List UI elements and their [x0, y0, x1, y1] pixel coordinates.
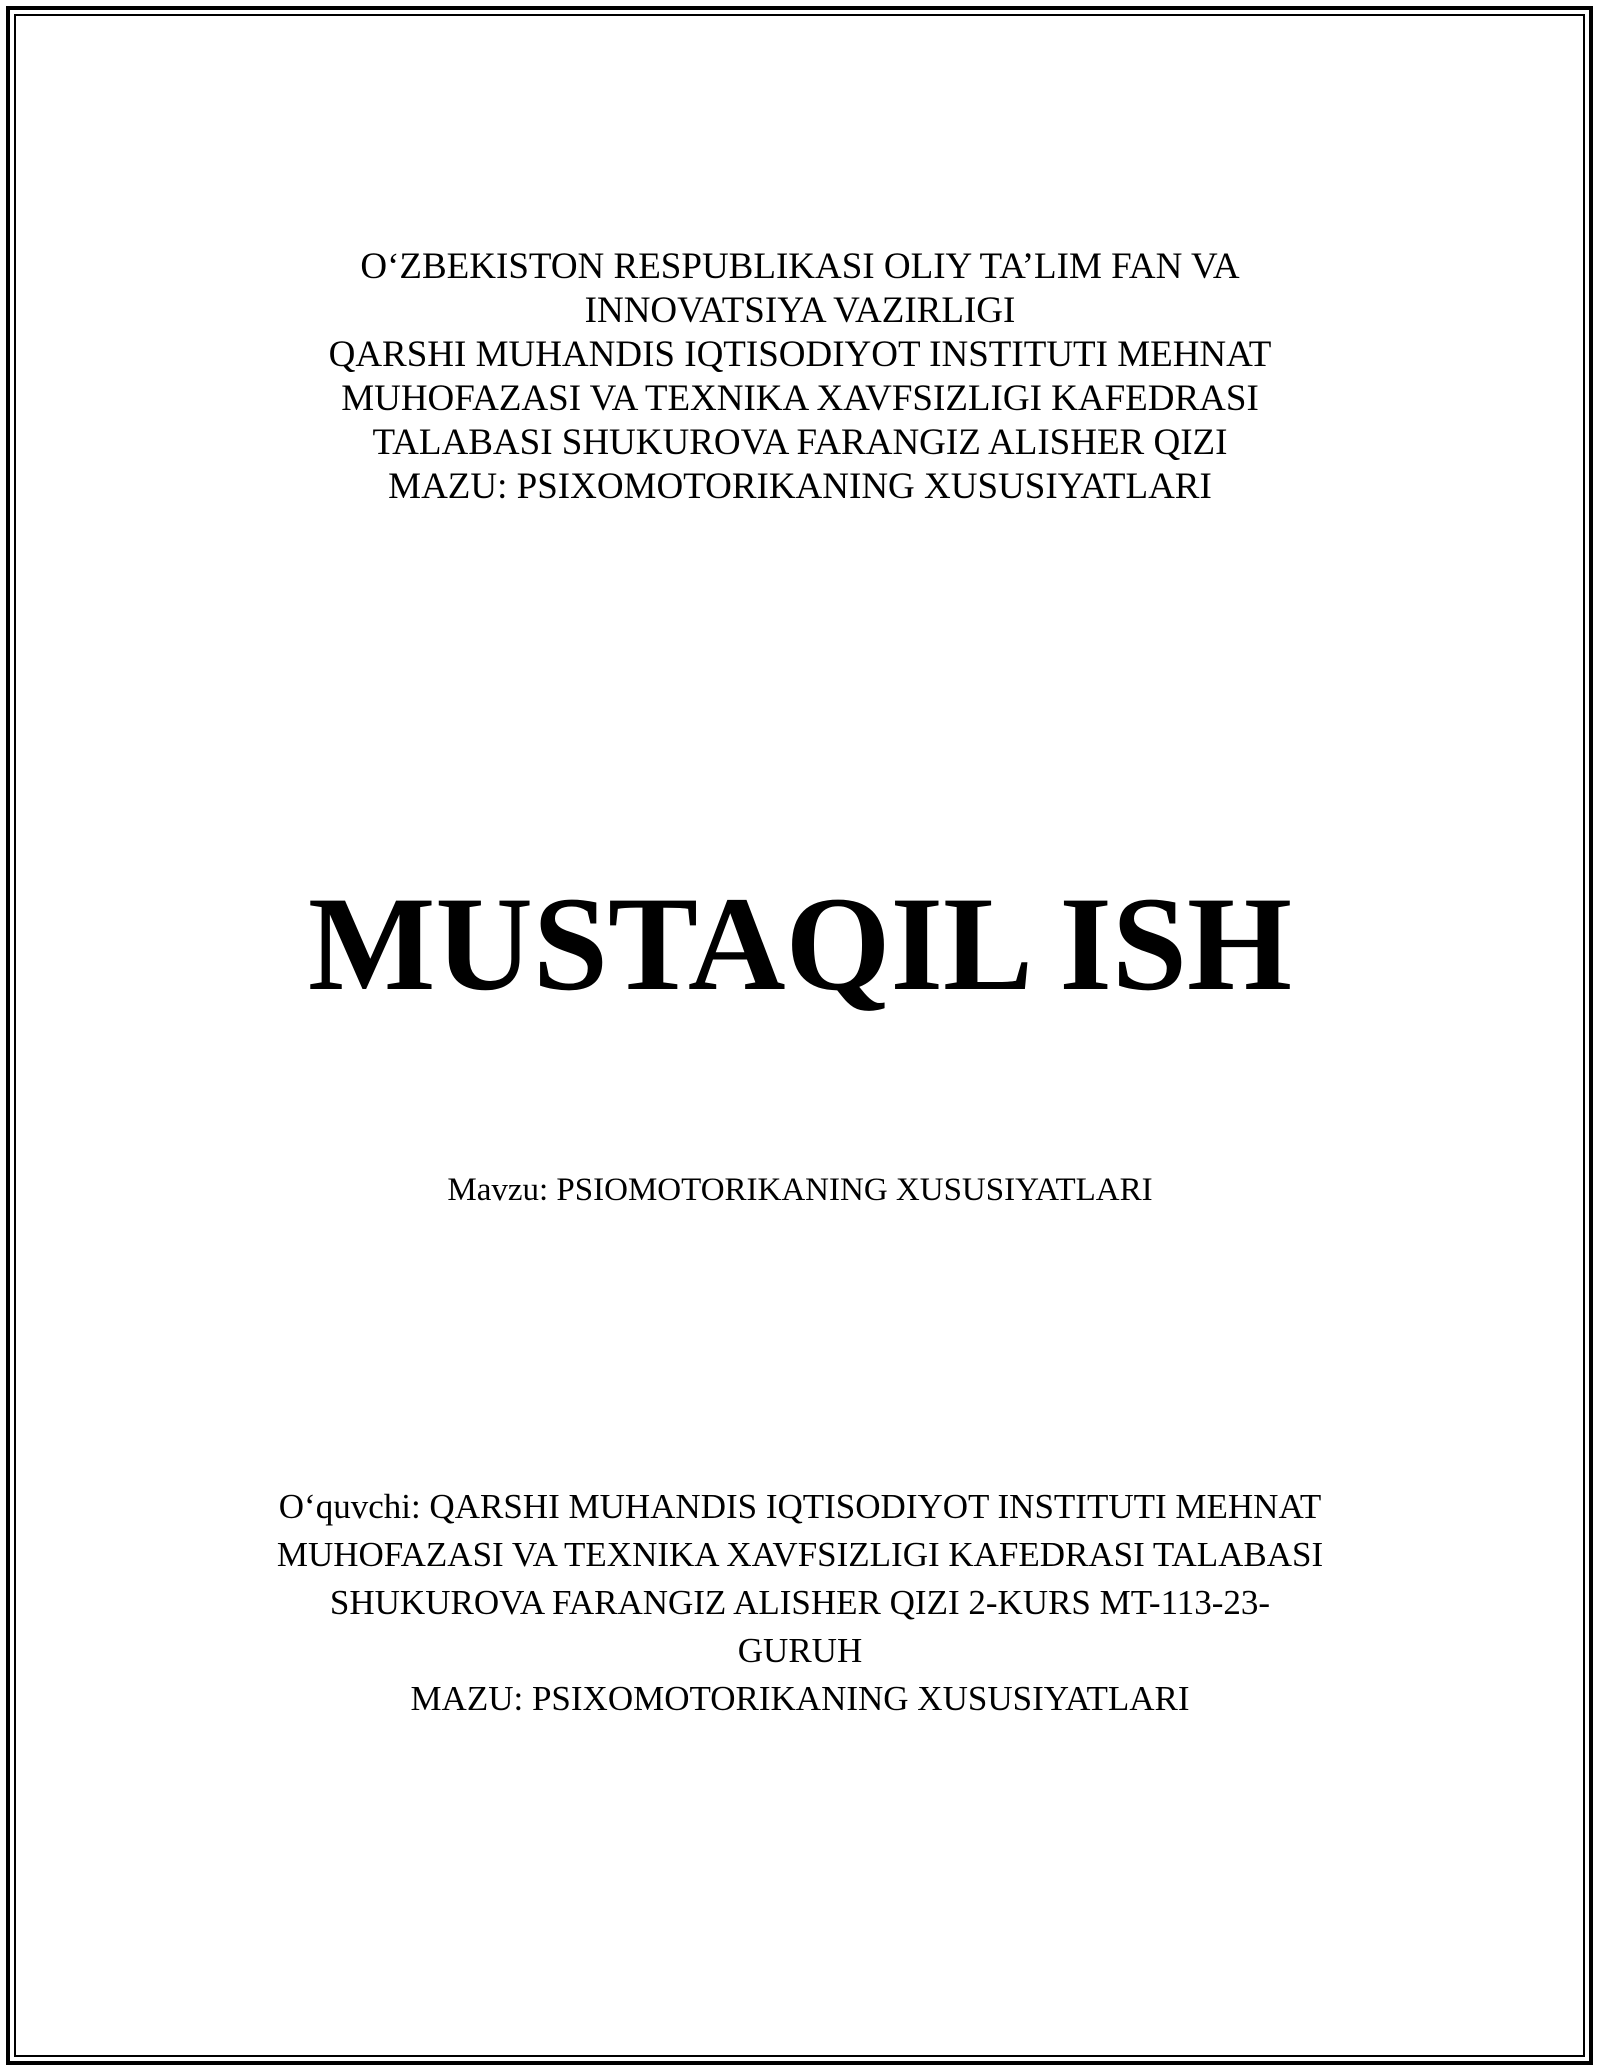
header-line: MAZU: PSIXOMOTORIKANING XUSUSIYATLARI	[388, 466, 1212, 507]
student-line: O‘quvchi: QARSHI MUHANDIS IQTISODIYOT INSTITUTI MEHNAT	[278, 1487, 1322, 1526]
header-line: MUHOFAZASI VA TEXNIKA XAVFSIZLIGI KAFEDRASI	[341, 378, 1259, 419]
student-line: MAZU: PSIXOMOTORIKANING XUSUSIYATLARI	[410, 1679, 1190, 1718]
document-title: MUSTAQIL ISH	[307, 870, 1293, 1019]
header-line: INNOVATSIYA VAZIRLIGI	[584, 290, 1016, 331]
topic-block	[0, 1168, 1600, 1212]
student-line: GURUH	[737, 1631, 863, 1670]
topic-line: Mavzu: PSIOMOTORIKANING XUSUSIYATLARI	[447, 1172, 1153, 1208]
student-line: SHUKUROVA FARANGIZ ALISHER QIZI 2-KURS MT-113-23-	[329, 1583, 1271, 1622]
header-line: QARSHI MUHANDIS IQTISODIYOT INSTITUTI MEHNAT	[328, 334, 1272, 375]
header-line: O‘ZBEKISTON RESPUBLIKASI OLIY TA’LIM FAN VA	[360, 246, 1240, 287]
header-line: TALABASI SHUKUROVA FARANGIZ ALISHER QIZI	[372, 422, 1228, 463]
header-block	[0, 245, 1600, 509]
student-block	[0, 1483, 1600, 1723]
student-line: MUHOFAZASI VA TEXNIKA XAVFSIZLIGI KAFEDRASI TALABASI	[276, 1535, 1324, 1574]
